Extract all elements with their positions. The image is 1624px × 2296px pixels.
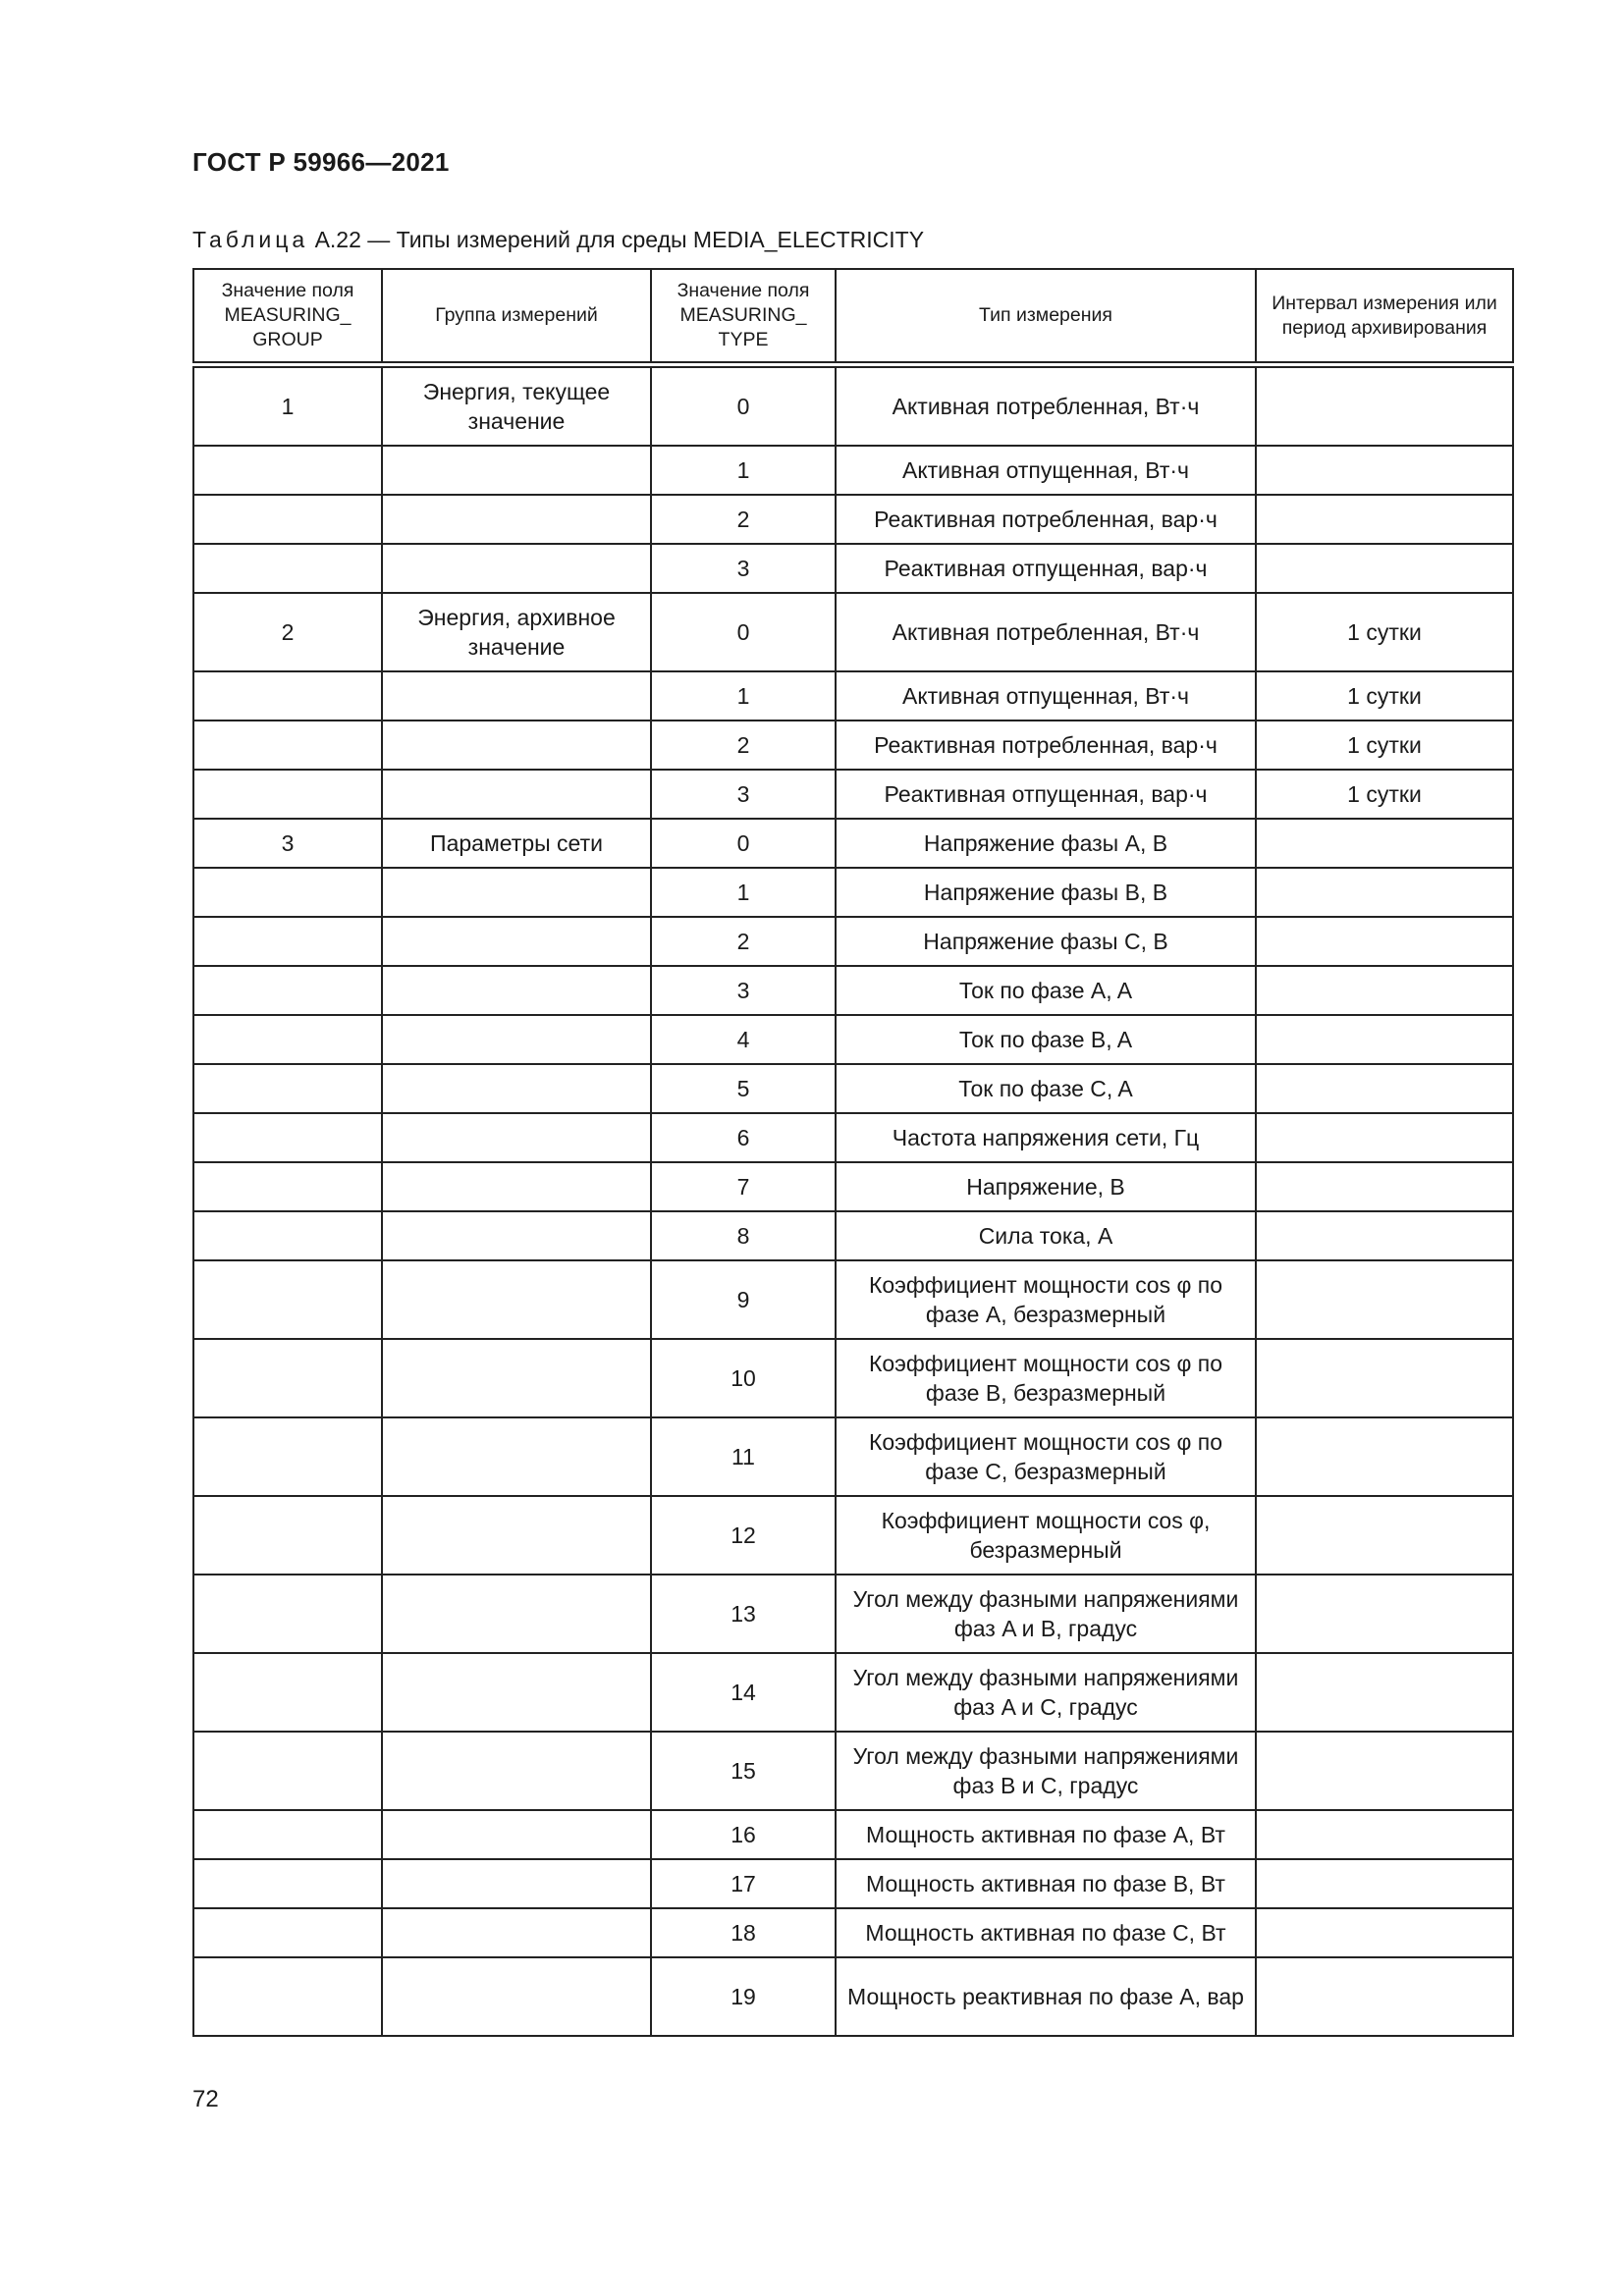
cell-measuring-type: 9 — [651, 1260, 836, 1339]
cell-measurement-type: Мощность активная по фазе C, Вт — [836, 1908, 1256, 1957]
cell-measuring-type: 1 — [651, 671, 836, 721]
table-row — [193, 1859, 1513, 1908]
column-header-measuring-type: Значение поля MEASURING_ TYPE — [651, 269, 836, 365]
cell-measuring-type: 15 — [651, 1732, 836, 1810]
cell-measurement-type: Напряжение фазы C, B — [836, 917, 1256, 966]
cell-group-name — [382, 1732, 651, 1810]
cell-measuring-type: 6 — [651, 1113, 836, 1162]
table-row — [193, 1417, 1513, 1496]
cell-interval — [1256, 495, 1513, 544]
cell-measuring-group — [193, 966, 382, 1015]
cell-interval — [1256, 1732, 1513, 1810]
table-row — [193, 671, 1513, 721]
cell-group-name — [382, 1260, 651, 1339]
cell-measuring-type: 3 — [651, 544, 836, 593]
table-caption-prefix: Таблица — [192, 227, 309, 252]
table-row — [193, 1162, 1513, 1211]
cell-group-name — [382, 1162, 651, 1211]
cell-interval — [1256, 1162, 1513, 1211]
table-caption-text: А.22 — Типы измерений для среды MEDIA_ELECTRICITY — [314, 227, 925, 252]
cell-interval — [1256, 1211, 1513, 1260]
cell-measuring-type: 0 — [651, 593, 836, 671]
cell-interval — [1256, 1653, 1513, 1732]
cell-measuring-type: 3 — [651, 770, 836, 819]
cell-interval — [1256, 1113, 1513, 1162]
cell-measuring-group — [193, 1957, 382, 2036]
cell-interval — [1256, 365, 1513, 447]
cell-measuring-group — [193, 1496, 382, 1575]
cell-measuring-group — [193, 721, 382, 770]
cell-measurement-type: Мощность реактивная по фазе A, вар — [836, 1957, 1256, 2036]
cell-interval: 1 сутки — [1256, 770, 1513, 819]
cell-measurement-type: Угол между фазными напряжениями фаз B и C, градус — [836, 1732, 1256, 1810]
cell-interval — [1256, 917, 1513, 966]
cell-group-name — [382, 770, 651, 819]
cell-measurement-type: Активная отпущенная, Вт·ч — [836, 446, 1256, 495]
cell-measuring-type: 13 — [651, 1575, 836, 1653]
column-header-measurement-type: Тип измерения — [836, 269, 1256, 365]
cell-measurement-type: Частота напряжения сети, Гц — [836, 1113, 1256, 1162]
cell-measurement-type: Напряжение фазы A, B — [836, 819, 1256, 868]
cell-measurement-type: Активная потребленная, Вт·ч — [836, 593, 1256, 671]
cell-measuring-group — [193, 1260, 382, 1339]
cell-measurement-type: Напряжение, В — [836, 1162, 1256, 1211]
cell-group-name — [382, 544, 651, 593]
cell-measuring-type: 3 — [651, 966, 836, 1015]
cell-measuring-type: 2 — [651, 917, 836, 966]
cell-measuring-group — [193, 1732, 382, 1810]
cell-interval — [1256, 1064, 1513, 1113]
cell-interval — [1256, 1496, 1513, 1575]
cell-measuring-group — [193, 1113, 382, 1162]
cell-measuring-group — [193, 1810, 382, 1859]
cell-measurement-type: Коэффициент мощности cos φ, безразмерный — [836, 1496, 1256, 1575]
cell-measuring-group — [193, 917, 382, 966]
table-row — [193, 966, 1513, 1015]
cell-interval — [1256, 1575, 1513, 1653]
cell-group-name — [382, 1211, 651, 1260]
table-body — [193, 365, 1513, 2037]
table-row — [193, 1260, 1513, 1339]
cell-group-name — [382, 1575, 651, 1653]
cell-measuring-type: 10 — [651, 1339, 836, 1417]
cell-group-name — [382, 1496, 651, 1575]
table-row — [193, 721, 1513, 770]
cell-measurement-type: Коэффициент мощности cos φ по фазе C, безразмерный — [836, 1417, 1256, 1496]
cell-measurement-type: Активная потребленная, Вт·ч — [836, 365, 1256, 447]
cell-measuring-type: 16 — [651, 1810, 836, 1859]
cell-measuring-type: 1 — [651, 868, 836, 917]
column-header-group-name: Группа измерений — [382, 269, 651, 365]
cell-group-name — [382, 1417, 651, 1496]
cell-measuring-group — [193, 1653, 382, 1732]
cell-group-name — [382, 495, 651, 544]
table-row — [193, 1732, 1513, 1810]
cell-measurement-type: Ток по фазе B, A — [836, 1015, 1256, 1064]
cell-group-name — [382, 446, 651, 495]
cell-interval: 1 сутки — [1256, 671, 1513, 721]
cell-group-name — [382, 1859, 651, 1908]
cell-measurement-type: Реактивная отпущенная, вар·ч — [836, 770, 1256, 819]
cell-group-name — [382, 1810, 651, 1859]
table-row — [193, 1908, 1513, 1957]
column-header-interval: Интервал измерения или период архивирования — [1256, 269, 1513, 365]
cell-interval — [1256, 1810, 1513, 1859]
cell-interval — [1256, 544, 1513, 593]
cell-measuring-group — [193, 1339, 382, 1417]
cell-interval — [1256, 819, 1513, 868]
column-header-measuring-group: Значение поля MEASURING_ GROUP — [193, 269, 382, 365]
table-row — [193, 1575, 1513, 1653]
cell-measuring-group — [193, 1162, 382, 1211]
page-number: 72 — [192, 2086, 219, 2112]
table-row — [193, 1339, 1513, 1417]
cell-measuring-group — [193, 1015, 382, 1064]
cell-measuring-group — [193, 1211, 382, 1260]
cell-group-name — [382, 1339, 651, 1417]
cell-interval — [1256, 868, 1513, 917]
table-row — [193, 1113, 1513, 1162]
cell-group-name — [382, 1908, 651, 1957]
table-row — [193, 1496, 1513, 1575]
table-row — [193, 819, 1513, 868]
cell-group-name — [382, 1957, 651, 2036]
cell-measurement-type: Угол между фазными напряжениями фаз A и C, градус — [836, 1653, 1256, 1732]
table-caption — [192, 227, 924, 253]
cell-measuring-type: 7 — [651, 1162, 836, 1211]
cell-measuring-group — [193, 770, 382, 819]
cell-measuring-type: 18 — [651, 1908, 836, 1957]
table-row — [193, 446, 1513, 495]
cell-measuring-type: 8 — [651, 1211, 836, 1260]
cell-measuring-group: 2 — [193, 593, 382, 671]
cell-measuring-group — [193, 868, 382, 917]
cell-interval — [1256, 446, 1513, 495]
cell-measuring-group — [193, 544, 382, 593]
cell-interval — [1256, 966, 1513, 1015]
cell-group-name — [382, 1653, 651, 1732]
cell-interval: 1 сутки — [1256, 721, 1513, 770]
cell-group-name — [382, 917, 651, 966]
cell-group-name — [382, 868, 651, 917]
cell-group-name — [382, 966, 651, 1015]
cell-measuring-type: 2 — [651, 495, 836, 544]
cell-measuring-group — [193, 1064, 382, 1113]
cell-measurement-type: Мощность активная по фазе B, Вт — [836, 1859, 1256, 1908]
cell-measuring-group — [193, 446, 382, 495]
cell-measuring-type: 2 — [651, 721, 836, 770]
cell-interval — [1256, 1957, 1513, 2036]
cell-measurement-type: Коэффициент мощности cos φ по фазе B, безразмерный — [836, 1339, 1256, 1417]
cell-measurement-type: Коэффициент мощности cos φ по фазе A, безразмерный — [836, 1260, 1256, 1339]
measurement-types-table — [192, 268, 1514, 2037]
cell-measuring-group: 1 — [193, 365, 382, 447]
cell-measuring-type: 1 — [651, 446, 836, 495]
table-row — [193, 1653, 1513, 1732]
cell-group-name: Энергия, текущее значение — [382, 365, 651, 447]
table-row — [193, 1064, 1513, 1113]
cell-measuring-type: 4 — [651, 1015, 836, 1064]
cell-measuring-type: 17 — [651, 1859, 836, 1908]
table-row — [193, 1957, 1513, 2036]
cell-interval — [1256, 1260, 1513, 1339]
cell-measurement-type: Ток по фазе C, A — [836, 1064, 1256, 1113]
cell-interval — [1256, 1339, 1513, 1417]
cell-measurement-type: Напряжение фазы B, B — [836, 868, 1256, 917]
cell-interval — [1256, 1417, 1513, 1496]
cell-measuring-type: 0 — [651, 819, 836, 868]
cell-measuring-type: 0 — [651, 365, 836, 447]
cell-group-name — [382, 1015, 651, 1064]
cell-group-name — [382, 1064, 651, 1113]
table-row — [193, 593, 1513, 671]
cell-measurement-type: Угол между фазными напряжениями фаз A и B, градус — [836, 1575, 1256, 1653]
cell-measurement-type: Мощность активная по фазе A, Вт — [836, 1810, 1256, 1859]
cell-measuring-group — [193, 1417, 382, 1496]
cell-group-name: Энергия, архивное значение — [382, 593, 651, 671]
table-header-row — [193, 269, 1513, 365]
cell-measurement-type: Активная отпущенная, Вт·ч — [836, 671, 1256, 721]
table-row — [193, 544, 1513, 593]
cell-measurement-type: Реактивная потребленная, вар·ч — [836, 495, 1256, 544]
cell-measuring-group — [193, 495, 382, 544]
cell-group-name — [382, 671, 651, 721]
cell-measuring-group — [193, 1908, 382, 1957]
document-header: ГОСТ Р 59966—2021 — [192, 147, 450, 177]
cell-measuring-group: 3 — [193, 819, 382, 868]
cell-measurement-type: Реактивная отпущенная, вар·ч — [836, 544, 1256, 593]
cell-interval — [1256, 1015, 1513, 1064]
cell-interval — [1256, 1908, 1513, 1957]
cell-measuring-type: 12 — [651, 1496, 836, 1575]
cell-measuring-type: 14 — [651, 1653, 836, 1732]
cell-measuring-group — [193, 1859, 382, 1908]
table-row — [193, 1810, 1513, 1859]
cell-measuring-group — [193, 1575, 382, 1653]
table-row — [193, 868, 1513, 917]
table-row — [193, 1211, 1513, 1260]
cell-interval — [1256, 1859, 1513, 1908]
cell-measuring-type: 5 — [651, 1064, 836, 1113]
cell-measurement-type: Ток по фазе A, A — [836, 966, 1256, 1015]
table-row — [193, 770, 1513, 819]
cell-measuring-group — [193, 671, 382, 721]
cell-group-name — [382, 721, 651, 770]
cell-group-name: Параметры сети — [382, 819, 651, 868]
table-row — [193, 495, 1513, 544]
cell-interval: 1 сутки — [1256, 593, 1513, 671]
table-row — [193, 917, 1513, 966]
cell-measuring-type: 11 — [651, 1417, 836, 1496]
cell-measurement-type: Сила тока, А — [836, 1211, 1256, 1260]
cell-group-name — [382, 1113, 651, 1162]
cell-measuring-type: 19 — [651, 1957, 836, 2036]
cell-measurement-type: Реактивная потребленная, вар·ч — [836, 721, 1256, 770]
table-row — [193, 1015, 1513, 1064]
table-row — [193, 365, 1513, 447]
